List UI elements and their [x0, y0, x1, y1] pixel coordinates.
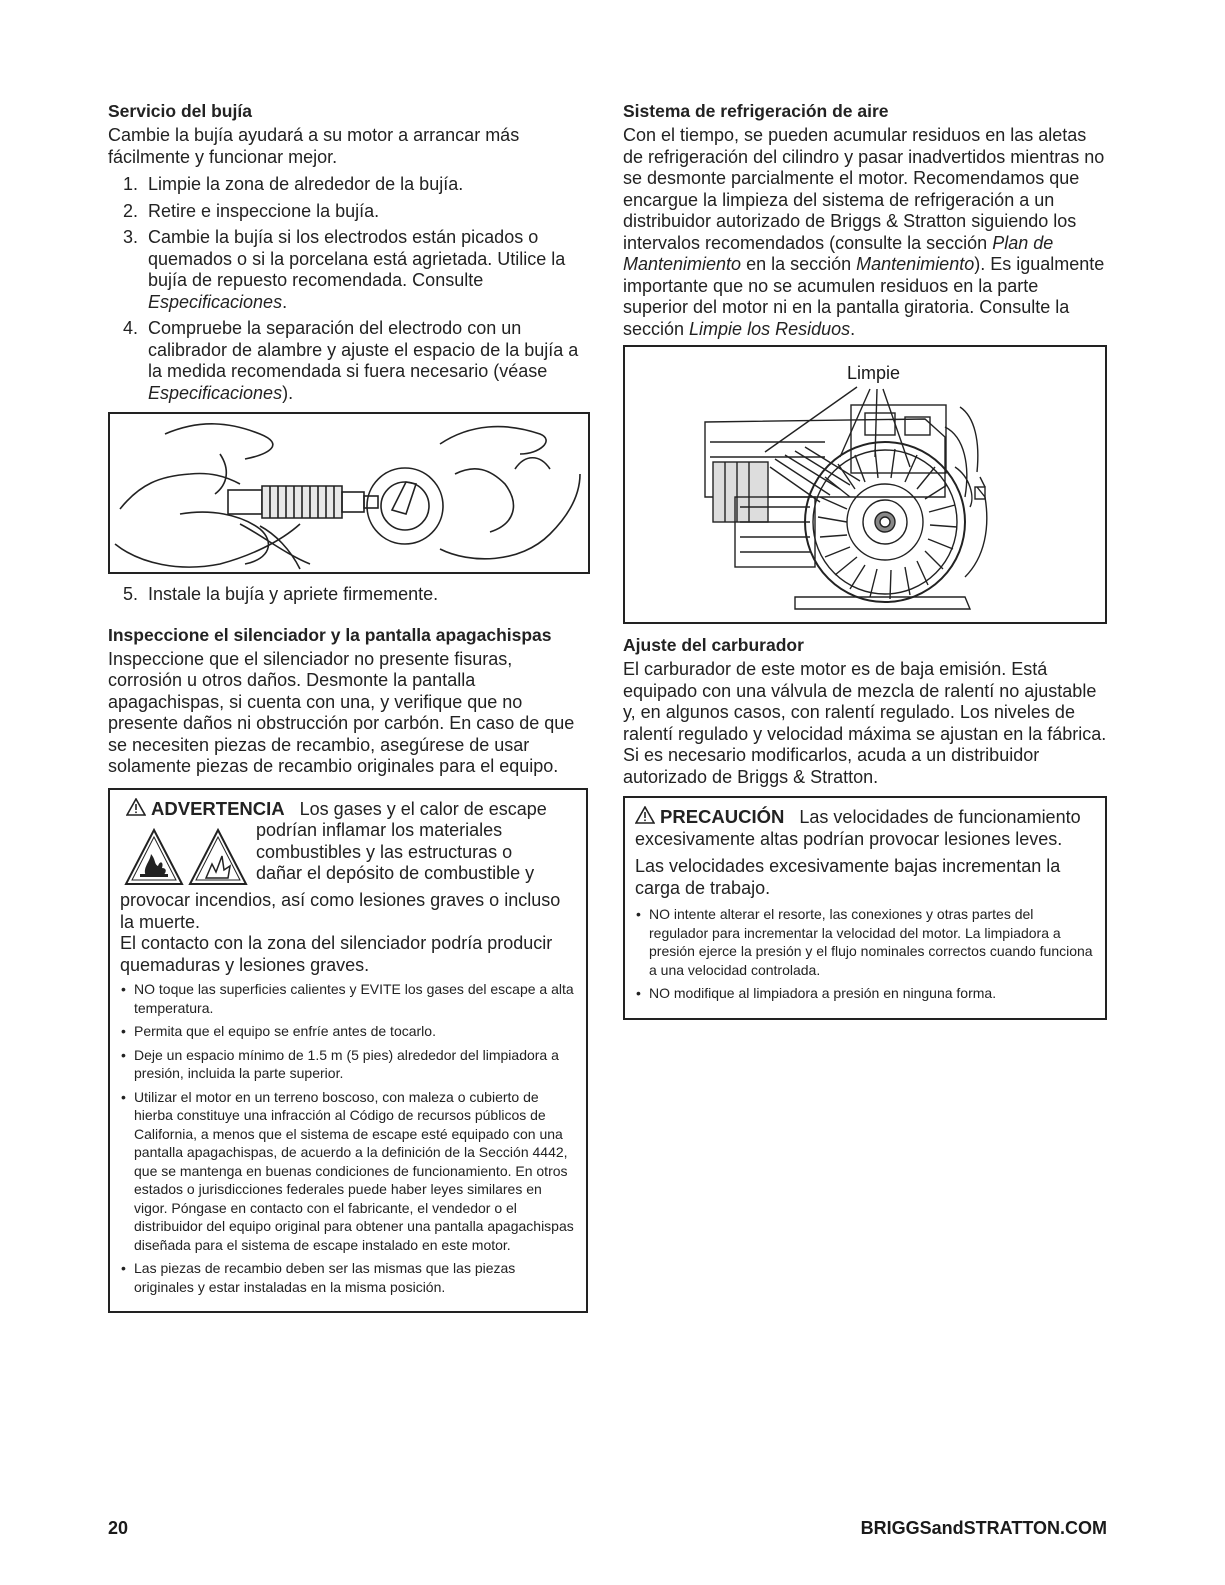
- maintenance-plan-ref: Plan de Mantenimiento: [623, 232, 1054, 274]
- cooling-heading: Sistema de refrigeración de aire: [623, 101, 889, 121]
- warning-line-4: dañar el depósito de combustible y: [256, 863, 535, 883]
- caution-bullets: [635, 905, 1095, 1003]
- step-item: [108, 584, 590, 606]
- step-number: 5.: [123, 584, 139, 604]
- maintenance-ref: Mantenimiento: [856, 254, 975, 274]
- caution-headline: [635, 806, 1095, 850]
- spark-plug-heading: Servicio del bujía: [108, 101, 252, 121]
- engine-illustration: [625, 347, 1105, 622]
- right-column: [623, 100, 1107, 1020]
- step-text-end: .: [282, 291, 288, 312]
- warning-headline: [120, 798, 576, 821]
- page-number: 20: [108, 1518, 129, 1538]
- list-item: • NO toque las superficies calientes y EVITE los gases del escape a alta temperatura.: [120, 980, 576, 1017]
- step-text: Retire e inspeccione la bujía.: [148, 200, 380, 221]
- step-text: Instale la bujía y apriete firmemente.: [148, 584, 439, 604]
- warning-line-5: provocar incendios, así como lesiones graves o incluso la muerte.: [120, 890, 561, 932]
- step-text-end: ).: [282, 382, 294, 403]
- explosion-hazard-icon: [188, 828, 248, 886]
- step-number: 4.: [123, 318, 139, 338]
- step-number: 2.: [123, 200, 139, 221]
- caution-title: PRECAUCIÓN: [660, 806, 785, 827]
- spark-plug-intro: Cambie la bujía ayudará a su motor a arrancar más fácilmente y funcionar mejor.: [108, 125, 520, 167]
- spark-plug-steps: [108, 174, 590, 404]
- list-item: • NO intente alterar el resorte, las conexiones y otras partes del regulador para incrementar la velocidad del motor. La limpiadora a presión ejerce la presión y el flujo nominales correctos cuando funciona a una velocidad controlada.: [635, 905, 1095, 979]
- engine-figure: [623, 345, 1107, 624]
- cooling-body: [623, 125, 1107, 340]
- warning-icons-row: [120, 820, 576, 890]
- step-item: [108, 227, 590, 313]
- warning-box: [108, 788, 588, 1314]
- specifications-ref: Especificaciones: [148, 382, 283, 403]
- spark-plug-figure: [108, 412, 590, 574]
- step-number: 3.: [123, 227, 139, 247]
- caution-line-2: Las velocidades excesivamente bajas incrementan la carga de trabajo.: [635, 856, 1061, 898]
- list-item: • Deje un espacio mínimo de 1.5 m (5 pies) alrededor del limpiadora a presión, incluida la parte superior.: [120, 1046, 576, 1083]
- warning-lines: [256, 820, 534, 885]
- list-item: • Utilizar el motor en un terreno boscoso, con maleza o cubierto de hierba constituye una infracción al Código de recursos públicos de California, a menos que el sistema de escape esté equipado con una pantalla apagachispas, de acuerdo a la definición de la Sección 4442, que se mantenga en buenas condiciones de funcionamiento. En otros estados o jurisdicciones federales puede haber leyes similares en vigor. Póngase en contacto con el fabricante, el vendedor o el distribuidor del equipo original para obtener una pantalla apagachispas diseñada para el sistema de escape instalado en este motor.: [120, 1088, 576, 1255]
- step-text: Limpie la zona de alrededor de la bujía.: [148, 174, 464, 194]
- caution-line-1: Las velocidades de funcionamiento excesivamente altas podrían provocar lesiones leves.: [635, 807, 1081, 849]
- step-text: Compruebe la separación del electrodo con un calibrador de alambre y ajuste el espacio de la bujía a la medida recomendada si fuera necesario (véase: [148, 318, 579, 381]
- warning-bullets: [120, 980, 576, 1296]
- clean-debris-ref: Limpie los Residuos: [689, 318, 851, 339]
- cooling-text-b: en la sección: [741, 254, 857, 274]
- step-text: Cambie la bujía si los electrodos están picados o quemados o si la porcelana está agrietada. Utilice la bujía de repuesto recomendada. Consulte: [148, 227, 566, 290]
- cooling-text-d: .: [850, 318, 856, 339]
- step-number: 1.: [123, 174, 139, 194]
- website-url: BRIGGSandSTRATTON.COM: [860, 1518, 1107, 1538]
- list-item: • Las piezas de recambio deben ser las mismas que las piezas originales y estar instaladas en la misma posición.: [120, 1259, 576, 1296]
- cooling-text-a: Con el tiempo, se pueden acumular residuos en las aletas de refrigeración del cilindro y pasar inadvertidos mientras no se desmonte parcialmente el motor. Recomendamos que encargue la limpieza del sistema de refrigeración a un distribuidor autorizado de Briggs & Stratton siguiendo los intervalos recomendados (consulte la sección: [623, 125, 1105, 253]
- carburetor-heading: Ajuste del carburador: [623, 635, 804, 655]
- warning-title: ADVERTENCIA: [151, 797, 285, 819]
- specifications-ref: Especificaciones: [148, 291, 283, 312]
- step-item: [108, 201, 590, 223]
- figure-label: Limpie: [847, 363, 901, 383]
- step-item: [108, 318, 590, 404]
- left-column: [108, 100, 590, 1313]
- warning-line-3: combustibles y las estructuras o: [256, 841, 513, 862]
- list-item: • Permita que el equipo se enfríe antes de tocarlo.: [120, 1022, 576, 1041]
- alert-triangle-icon: [126, 798, 146, 816]
- warning-line-2: podrían inflamar los materiales: [256, 820, 503, 840]
- list-item: • NO modifique al limpiadora a presión en ninguna forma.: [635, 984, 1095, 1003]
- fire-hazard-icon: [124, 828, 184, 886]
- spark-plug-illustration: [110, 414, 588, 572]
- spark-plug-step-five: [108, 584, 590, 606]
- warning-icons: [120, 820, 256, 890]
- warning-contact: El contacto con la zona del silenciador podría producir quemaduras y lesiones graves.: [120, 933, 553, 975]
- caution-box: [623, 796, 1107, 1020]
- warning-line-1: Los gases y el calor de escape: [299, 798, 547, 819]
- alert-triangle-icon: [635, 806, 655, 824]
- step-item: [108, 174, 590, 196]
- muffler-body: Inspeccione que el silenciador no presente fisuras, corrosión u otros daños. Desmonte la pantalla apagachispas, si cuenta con una, y verifique que no presente daños ni obstrucción por carbón. En caso de que se necesiten piezas de recambio, asegúrese de usar solamente piezas de recambio originales para el equipo.: [108, 648, 575, 776]
- muffler-heading: Inspeccione el silenciador y la pantalla apagachispas: [108, 624, 552, 645]
- cooling-text-c: ). Es igualmente importante que no se acumulen residuos en la parte superior del motor ni en la pantalla giratoria. Consulte la sección: [623, 254, 1105, 339]
- carburetor-body: El carburador de este motor es de baja emisión. Está equipado con una válvula de mezcla de ralentí no ajustable y, en algunos casos, con ralentí regulado. Los niveles de ralentí regulado y velocidad máxima se ajustan en la fábrica. Si es necesario modificarlos, acuda a un distribuidor autorizado de Briggs & Stratton.: [623, 659, 1107, 787]
